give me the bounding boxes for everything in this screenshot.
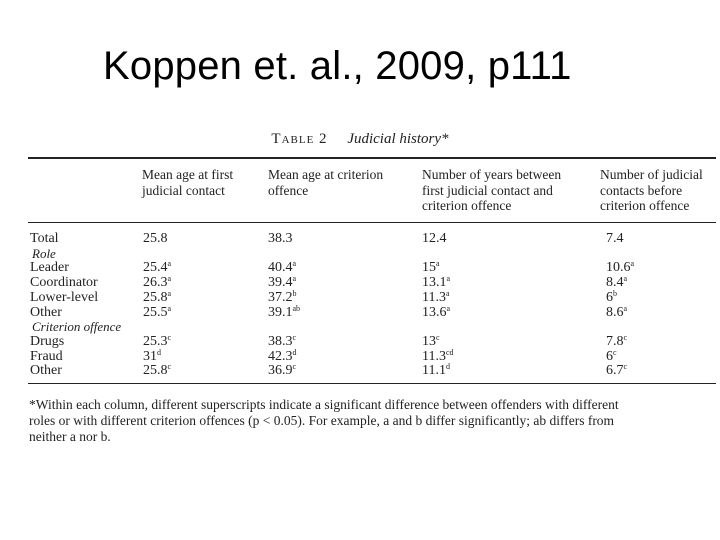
table-cell xyxy=(606,290,617,305)
cell-value: 25.8 xyxy=(143,363,168,379)
cell-value: 38.3 xyxy=(268,333,293,349)
header-number-contacts xyxy=(600,167,703,214)
cell-superscript: a xyxy=(292,274,297,284)
cell-value: 36.9 xyxy=(268,363,293,379)
table-row-label: Lower-level xyxy=(30,289,99,305)
table-cell xyxy=(268,305,300,320)
cell-value: 13 xyxy=(422,333,436,349)
table-cell xyxy=(422,231,447,246)
cell-value: 11.3 xyxy=(422,289,446,305)
cell-superscript: a xyxy=(623,274,628,284)
table-cell xyxy=(268,231,293,246)
header-line: judicial contact xyxy=(142,182,225,198)
cell-superscript: a xyxy=(445,288,450,298)
cell-value: 25.8 xyxy=(143,231,168,246)
cell-superscript: a xyxy=(623,303,628,313)
cell-value: 11.3 xyxy=(422,348,446,364)
slide-title: Koppen et. al., 2009, p111 xyxy=(103,44,572,88)
table-caption-number: Table 2 xyxy=(271,131,328,147)
cell-value: 38.3 xyxy=(268,231,293,246)
table-row-label: Drugs xyxy=(30,333,65,349)
header-line: first judicial contact and xyxy=(422,182,553,198)
table-row-label: Fraud xyxy=(30,348,63,364)
table-cell xyxy=(606,363,627,378)
table-cell xyxy=(422,363,450,378)
table-row-label: Coordinator xyxy=(30,275,98,291)
table-cell xyxy=(143,305,171,320)
table-footnote xyxy=(29,397,689,445)
table-cell xyxy=(422,334,440,349)
cell-value: 6.7 xyxy=(606,363,624,379)
cell-superscript: d xyxy=(157,347,161,357)
footnote-line: neither a nor b. xyxy=(29,429,111,444)
header-line: Number of judicial xyxy=(600,167,703,182)
cell-value: 40.4 xyxy=(268,260,293,276)
cell-superscript: c xyxy=(167,332,172,342)
header-years-between xyxy=(422,167,561,214)
cell-value: 25.3 xyxy=(143,333,168,349)
cell-superscript: cd xyxy=(445,347,454,357)
table-cell xyxy=(268,363,296,378)
cell-superscript: a xyxy=(292,259,297,269)
footnote-line: roles or with different criterion offences (p < 0.05). For example, a and b differ significantly; ab differs from xyxy=(29,413,615,428)
cell-superscript: c xyxy=(623,362,628,372)
table-cell xyxy=(606,305,627,320)
cell-superscript: c xyxy=(292,332,297,342)
cell-superscript: c xyxy=(623,332,628,342)
cell-value: 7.4 xyxy=(606,231,624,246)
cell-value: 12.4 xyxy=(422,231,447,246)
table-row-label: Other xyxy=(30,304,62,320)
cell-value: 26.3 xyxy=(143,275,168,291)
cell-superscript: a xyxy=(630,259,635,269)
cell-superscript: a xyxy=(436,259,440,269)
table-caption xyxy=(0,131,720,148)
header-line: Mean age at criterion xyxy=(268,167,384,182)
cell-value: 42.3 xyxy=(268,348,293,364)
table-cell xyxy=(606,260,634,275)
cell-superscript: b xyxy=(292,288,297,298)
cell-superscript: c xyxy=(613,347,617,357)
cell-value: 8.6 xyxy=(606,304,624,320)
cell-value: 11.1 xyxy=(422,363,446,379)
header-line: offence xyxy=(268,182,309,198)
table-row-label: Leader xyxy=(30,260,69,276)
table-cell xyxy=(422,260,440,275)
cell-superscript: a xyxy=(167,303,172,313)
table-cell xyxy=(143,363,171,378)
cell-value: 6 xyxy=(606,289,613,305)
footnote-line: *Within each column, different superscripts indicate a significant difference between offenders with different xyxy=(29,397,619,412)
cell-superscript: c xyxy=(436,332,440,342)
table-top-rule xyxy=(28,157,716,159)
cell-value: 39.4 xyxy=(268,275,293,291)
table-section-label: Role xyxy=(32,245,56,261)
table-cell xyxy=(143,231,168,246)
header-line: Mean age at first xyxy=(142,167,234,182)
header-mean-age-criterion xyxy=(268,167,383,198)
cell-value: 37.2 xyxy=(268,289,293,305)
cell-value: 39.1 xyxy=(268,304,293,320)
table-cell xyxy=(606,231,624,246)
table-caption-text: Judicial history* xyxy=(347,131,449,147)
header-line: criterion offence xyxy=(422,198,512,213)
table-cell xyxy=(606,349,617,364)
table-cell xyxy=(422,305,450,320)
header-line: criterion offence xyxy=(600,198,690,213)
cell-value: 31 xyxy=(143,348,157,364)
table-section-label: Criterion offence xyxy=(32,319,122,335)
cell-superscript: a xyxy=(446,274,451,284)
cell-superscript: b xyxy=(613,288,617,298)
table-row-label: Total xyxy=(30,231,59,246)
cell-value: 15 xyxy=(422,260,436,276)
cell-superscript: a xyxy=(167,274,172,284)
cell-superscript: a xyxy=(167,259,172,269)
table-cell xyxy=(143,349,161,364)
table-row-label: Other xyxy=(30,363,62,379)
cell-value: 25.5 xyxy=(143,304,168,320)
cell-value: 13.6 xyxy=(422,304,447,320)
table-bottom-rule xyxy=(28,383,716,384)
cell-value: 10.6 xyxy=(606,260,631,276)
header-line: contacts before xyxy=(600,182,683,198)
table-cell xyxy=(422,290,450,305)
cell-value: 25.8 xyxy=(143,289,168,305)
header-mean-age-first-contact xyxy=(142,167,233,198)
cell-value: 13.1 xyxy=(422,275,447,291)
cell-superscript: c xyxy=(167,362,172,372)
cell-superscript: c xyxy=(292,362,297,372)
cell-value: 8.4 xyxy=(606,275,624,291)
cell-superscript: d xyxy=(445,362,450,372)
cell-superscript: d xyxy=(292,347,297,357)
cell-value: 6 xyxy=(606,348,613,364)
cell-superscript: a xyxy=(446,303,451,313)
header-line: Number of years between xyxy=(422,167,562,182)
table-mid-rule xyxy=(28,222,716,223)
cell-superscript: ab xyxy=(292,303,301,313)
cell-superscript: a xyxy=(167,288,172,298)
cell-value: 7.8 xyxy=(606,333,624,349)
cell-value: 25.4 xyxy=(143,260,168,276)
